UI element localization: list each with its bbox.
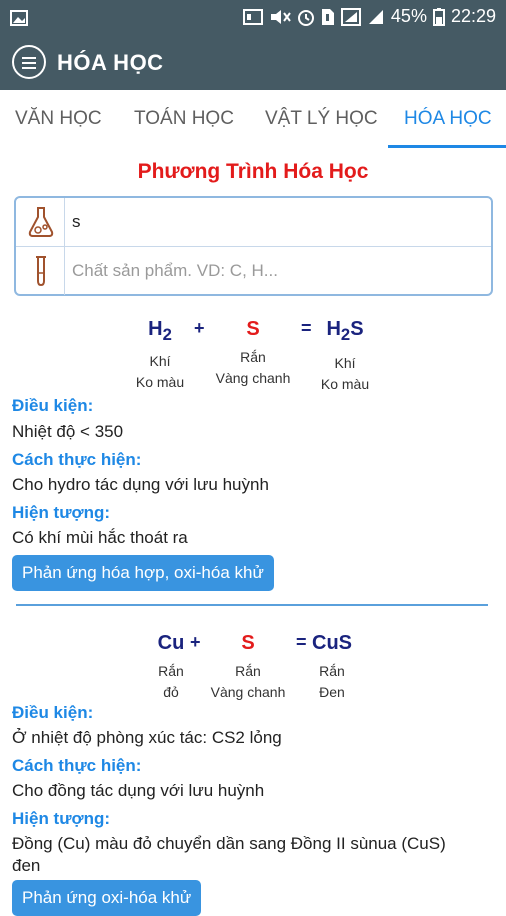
clock: 22:29 (450, 6, 496, 26)
reactant-input[interactable] (72, 208, 472, 236)
phenomenon-text: Đồng (Cu) màu đỏ chuyển dần sang Đồng II sùnua (CuS) (12, 834, 446, 853)
method-label: Cách thực hiện: (12, 450, 142, 469)
reactant-term: S Rắn Vàng chanh (215, 318, 291, 386)
equals-sign: = (301, 318, 312, 338)
page-title: Phương Trình Hóa Học (137, 160, 369, 183)
method-text: Cho đồng tác dụng với lưu huỳnh (12, 781, 265, 800)
cast-icon (243, 9, 263, 25)
method-label: Cách thực hiện: (12, 756, 142, 775)
condition-text: Ở nhiệt độ phòng xúc tác: CS2 lỏng (12, 728, 282, 747)
reactant-term: Cu Rắn đỏ (157, 632, 185, 700)
alarm-icon (297, 8, 315, 26)
mute-icon (269, 9, 291, 25)
equals-sign: = (296, 632, 307, 652)
condition-text: Nhiệt độ < 350 (12, 422, 124, 441)
reactant-term: S Rắn Vàng chanh (210, 632, 286, 700)
app-title: HÓA HỌC (57, 50, 164, 75)
tab-vat-ly-hoc[interactable]: VẬT LÝ HỌC (265, 108, 378, 129)
phenomenon-text: Có khí mùi hắc thoát ra (12, 528, 188, 547)
condition-label: Điều kiện: (12, 396, 94, 415)
divider (16, 604, 488, 606)
signal-1-icon (341, 8, 361, 26)
tab-toan-hoc[interactable]: TOÁN HỌC (134, 108, 234, 129)
active-tab-indicator (388, 145, 506, 148)
product-input[interactable] (72, 257, 472, 285)
tab-bar (0, 90, 506, 148)
reaction-equation (0, 632, 506, 712)
battery-percent: 45% (390, 6, 427, 26)
sim-icon (321, 8, 335, 26)
tab-hoa-hoc[interactable]: HÓA HỌC (404, 108, 492, 129)
reactant-term: $H_2$ Khí Ko màu (135, 318, 185, 390)
status-bar (0, 0, 506, 36)
plus-sign: + (194, 318, 205, 338)
reaction-equation (0, 318, 506, 398)
phenomenon-text-cont: đen (12, 856, 41, 875)
signal-2-icon (367, 8, 385, 26)
reaction-type-button[interactable]: Phản ứng oxi-hóa khử (12, 880, 201, 916)
battery-icon (433, 8, 445, 26)
flask-icon (26, 206, 56, 238)
menu-icon[interactable] (12, 45, 46, 79)
phenomenon-label: Hiện tượng: (12, 809, 111, 828)
plus-sign: + (190, 632, 201, 652)
condition-label: Điều kiện: (12, 703, 94, 722)
phenomenon-label: Hiện tượng: (12, 503, 111, 522)
method-text: Cho hydro tác dụng với lưu huỳnh (12, 475, 269, 494)
test-tube-icon (26, 255, 56, 287)
reaction-type-button[interactable]: Phản ứng hóa hợp, oxi-hóa khử (12, 555, 274, 591)
gallery-icon (10, 10, 28, 31)
product-term: $H_2S$ Khí Ko màu (320, 318, 370, 392)
app-bar (0, 36, 506, 90)
equation-search (14, 196, 493, 296)
product-term: CuS Rắn Đen (312, 632, 352, 700)
tab-van-hoc[interactable]: VĂN HỌC (15, 108, 102, 129)
